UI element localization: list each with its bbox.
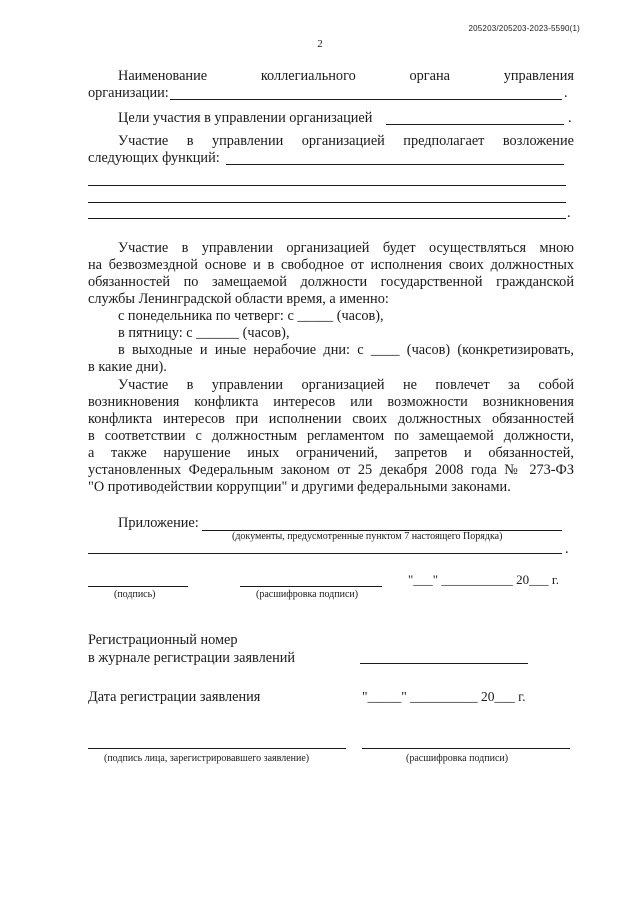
collegial-period: . <box>564 85 568 101</box>
para2-line-4: в соответствии с должностным регламентом по замещаемой должности, <box>88 428 574 444</box>
word: Участие <box>118 133 169 149</box>
schedule-friday: в пятницу: с ______ (часов), <box>118 325 290 341</box>
para2-line-2: возникновения конфликта интересов или возможности возникновения <box>88 394 574 410</box>
goals-period: . <box>568 110 572 126</box>
word: возложение <box>502 133 574 149</box>
decode-line[interactable] <box>240 586 382 587</box>
functions-label: следующих функций: <box>88 150 220 166</box>
para2-line-6: установленных Федеральным законом от 25 декабря 2008 года № 273-ФЗ <box>88 462 574 478</box>
attachment-hint: (документы, предусмотренные пунктом 7 настоящего Порядка) <box>232 531 503 542</box>
page-number: 2 <box>317 38 323 50</box>
reg-date-label: Дата регистрации заявления <box>88 689 261 705</box>
attachment-fill-line-2[interactable] <box>88 553 562 554</box>
word: организацией <box>301 133 385 149</box>
para2-line-3: конфликта интересов при исполнении своих должностных обязанностей <box>88 411 574 427</box>
functions-fill-line-3[interactable] <box>88 202 566 203</box>
registrar-sign-line[interactable] <box>88 748 346 749</box>
registrar-caption: (подпись лица, зарегистрировавшего заявление) <box>104 753 310 764</box>
schedule-mon-thu: с понедельника по четверг: с _____ (часов), <box>118 308 384 324</box>
schedule-weekends-1: в выходные и иные нерабочие дни: с ____ (часов) (конкретизировать, <box>118 342 574 358</box>
registrar-decode-line[interactable] <box>362 748 570 749</box>
collegial-fill-line[interactable] <box>170 99 562 100</box>
sign-date[interactable]: "___" ___________ 20___ г. <box>408 572 559 587</box>
para2-line-5: а также нарушение иных ограничений, запретов и обязанностей, <box>88 445 574 461</box>
para1-line-4: службы Ленинградской области время, а именно: <box>88 291 389 307</box>
reg-number-label-1: Регистрационный номер <box>88 632 238 648</box>
goals-label: Цели участия в управлении организацией <box>118 110 373 126</box>
attachment-period: . <box>565 541 569 557</box>
word: коллегиального <box>260 68 356 84</box>
word: предполагает <box>403 133 485 149</box>
collegial-line-1 <box>118 68 574 85</box>
sign-line[interactable] <box>88 586 188 587</box>
para2-line-7: "О противодействии коррупции" и другими федеральными законами. <box>88 479 511 495</box>
schedule-weekends-2: в какие дни). <box>88 359 167 375</box>
word: Наименование <box>118 68 208 84</box>
word: органа <box>409 68 450 84</box>
word: управлении <box>211 133 284 149</box>
functions-fill-line-2[interactable] <box>88 185 566 186</box>
functions-line-1 <box>118 133 574 150</box>
functions-fill-line-1[interactable] <box>226 164 564 165</box>
para1-line-2: на безвозмездной основе и в свободное от исполнения своих должностных <box>88 257 574 273</box>
registrar-decode-caption: (расшифровка подписи) <box>406 753 509 764</box>
goals-fill-line[interactable] <box>386 124 564 125</box>
functions-period: . <box>567 205 571 221</box>
functions-fill-line-4[interactable] <box>88 218 566 219</box>
sign-caption: (подпись) <box>114 589 156 600</box>
para1-line-3: обязанностей по замещаемой должности государственной гражданской <box>88 274 574 290</box>
para1-line-1: Участие в управлении организацией будет осуществляться мною <box>118 240 574 256</box>
collegial-label: организации: <box>88 85 169 101</box>
reg-number-label-2: в журнале регистрации заявлений <box>88 650 296 666</box>
decode-caption: (расшифровка подписи) <box>256 589 359 600</box>
attachment-label: Приложение: <box>118 515 199 531</box>
reg-number-fill-line[interactable] <box>360 663 528 664</box>
para2-line-1: Участие в управлении организацией не повлечет за собой <box>118 377 574 393</box>
word: управления <box>503 68 574 84</box>
reg-date[interactable]: "_____" __________ 20___ г. <box>362 689 526 704</box>
document-id: 205203/205203-2023-5590(1) <box>468 24 580 33</box>
word: в <box>186 133 194 149</box>
